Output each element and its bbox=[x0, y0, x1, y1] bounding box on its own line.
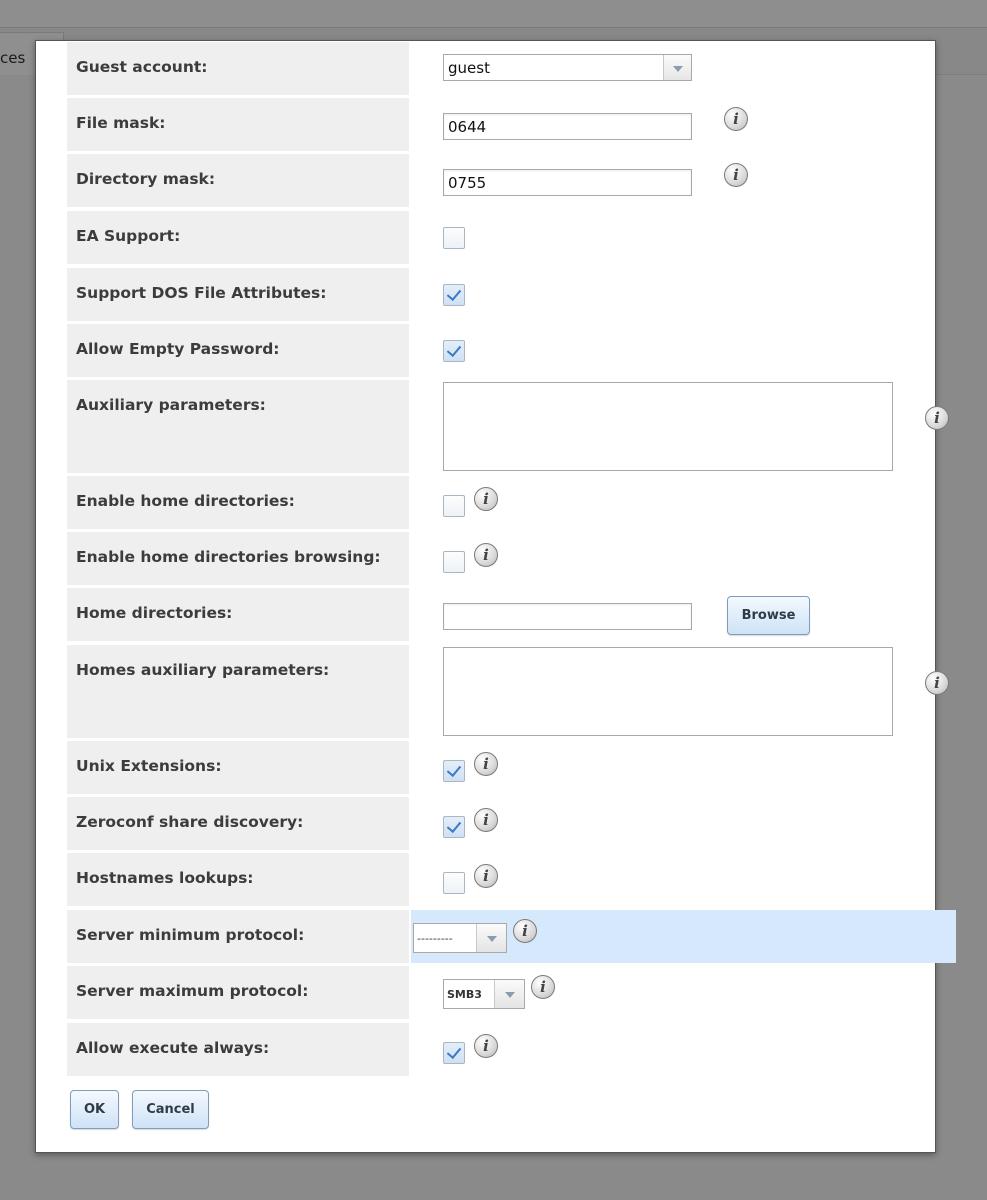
browse-button[interactable]: Browse bbox=[727, 596, 810, 635]
home-directories-value-cell bbox=[413, 588, 951, 641]
allow-empty-password-label: Allow Empty Password: bbox=[67, 324, 409, 377]
row-directory-mask bbox=[67, 154, 917, 207]
cifs-settings-dialog bbox=[35, 40, 940, 1153]
enable-home-directories-label: Enable home directories: bbox=[67, 476, 409, 529]
row-zeroconf bbox=[67, 797, 917, 850]
auxiliary-parameters-textarea[interactable] bbox=[443, 382, 893, 471]
hostnames-lookups-value-cell bbox=[413, 853, 951, 906]
guest-account-value-cell bbox=[413, 42, 951, 95]
info-icon[interactable]: i bbox=[724, 163, 748, 187]
guest-account-select[interactable] bbox=[443, 54, 692, 81]
hostnames-lookups-checkbox[interactable] bbox=[443, 872, 465, 894]
info-icon[interactable]: i bbox=[925, 406, 949, 430]
info-icon[interactable]: i bbox=[474, 864, 498, 888]
hostnames-lookups-label: Hostnames lookups: bbox=[67, 853, 409, 906]
server-max-protocol-value: SMB3 bbox=[447, 988, 482, 1001]
ea-support-label: EA Support: bbox=[67, 211, 409, 264]
unix-extensions-value-cell bbox=[413, 741, 951, 794]
server-min-protocol-select[interactable] bbox=[413, 923, 507, 953]
ok-button[interactable]: OK bbox=[70, 1090, 119, 1129]
support-dos-value-cell bbox=[413, 268, 951, 321]
directory-mask-label: Directory mask: bbox=[67, 154, 409, 207]
unix-extensions-label: Unix Extensions: bbox=[67, 741, 409, 794]
chevron-down-icon[interactable] bbox=[494, 980, 524, 1008]
row-hostnames-lookups bbox=[67, 853, 917, 906]
allow-empty-password-value-cell bbox=[413, 324, 951, 377]
background-tab-label: ces bbox=[0, 49, 26, 67]
info-icon[interactable]: i bbox=[513, 919, 537, 943]
allow-empty-password-checkbox[interactable] bbox=[443, 340, 465, 362]
row-auxiliary-parameters bbox=[67, 380, 940, 473]
info-icon[interactable]: i bbox=[724, 107, 748, 131]
allow-execute-always-value-cell bbox=[413, 1023, 951, 1076]
info-icon[interactable]: i bbox=[474, 487, 498, 511]
zeroconf-value-cell bbox=[413, 797, 951, 850]
row-guest-account bbox=[67, 42, 917, 95]
row-enable-home-browsing bbox=[67, 532, 917, 585]
server-min-protocol-value: --------- bbox=[417, 932, 453, 945]
server-max-protocol-value-cell bbox=[413, 966, 951, 1019]
ea-support-checkbox[interactable] bbox=[443, 227, 465, 249]
server-min-protocol-label: Server minimum protocol: bbox=[67, 910, 409, 963]
chevron-down-icon[interactable] bbox=[663, 55, 691, 80]
row-support-dos bbox=[67, 268, 917, 321]
ea-support-value-cell bbox=[413, 211, 951, 264]
chevron-down-icon[interactable] bbox=[476, 924, 506, 952]
home-directories-label: Home directories: bbox=[67, 588, 409, 641]
info-icon[interactable]: i bbox=[474, 543, 498, 567]
zeroconf-label: Zeroconf share discovery: bbox=[67, 797, 409, 850]
file-mask-label: File mask: bbox=[67, 98, 409, 151]
guest-account-label: Guest account: bbox=[67, 42, 409, 95]
row-homes-aux-params bbox=[67, 645, 940, 738]
background-topbar bbox=[0, 0, 987, 28]
support-dos-label: Support DOS File Attributes: bbox=[67, 268, 409, 321]
file-mask-input[interactable]: 0644 bbox=[443, 113, 692, 140]
row-ea-support bbox=[67, 211, 917, 264]
unix-extensions-checkbox[interactable] bbox=[443, 760, 465, 782]
home-directories-input[interactable] bbox=[443, 603, 692, 630]
auxiliary-parameters-value-cell bbox=[413, 380, 951, 473]
support-dos-checkbox[interactable] bbox=[443, 284, 465, 306]
enable-home-browsing-checkbox[interactable] bbox=[443, 551, 465, 573]
enable-home-browsing-value-cell bbox=[413, 532, 951, 585]
row-server-max-protocol bbox=[67, 966, 917, 1019]
row-server-min-protocol bbox=[67, 910, 917, 963]
row-home-directories bbox=[67, 588, 917, 641]
info-icon[interactable]: i bbox=[474, 808, 498, 832]
homes-aux-params-value-cell bbox=[413, 645, 951, 738]
homes-aux-params-label: Homes auxiliary parameters: bbox=[67, 645, 409, 738]
info-icon[interactable]: i bbox=[474, 1034, 498, 1058]
row-unix-extensions bbox=[67, 741, 917, 794]
allow-execute-always-label: Allow execute always: bbox=[67, 1023, 409, 1076]
server-max-protocol-select[interactable] bbox=[443, 979, 525, 1009]
file-mask-value-cell bbox=[413, 98, 951, 151]
enable-home-directories-checkbox[interactable] bbox=[443, 495, 465, 517]
row-file-mask bbox=[67, 98, 917, 151]
row-enable-home-directories bbox=[67, 476, 917, 529]
row-allow-empty-password bbox=[67, 324, 917, 377]
zeroconf-checkbox[interactable] bbox=[443, 816, 465, 838]
directory-mask-input[interactable]: 0755 bbox=[443, 169, 692, 196]
homes-aux-params-textarea[interactable] bbox=[443, 647, 893, 736]
enable-home-browsing-label: Enable home directories browsing: bbox=[67, 532, 409, 585]
info-icon[interactable]: i bbox=[474, 752, 498, 776]
cancel-button[interactable]: Cancel bbox=[132, 1090, 209, 1129]
row-allow-execute-always bbox=[67, 1023, 917, 1076]
directory-mask-value-cell bbox=[413, 154, 951, 207]
guest-account-value: guest bbox=[448, 59, 490, 77]
allow-execute-always-checkbox[interactable] bbox=[443, 1042, 465, 1064]
info-icon[interactable]: i bbox=[531, 975, 555, 999]
info-icon[interactable]: i bbox=[925, 671, 949, 695]
auxiliary-parameters-label: Auxiliary parameters: bbox=[67, 380, 409, 473]
enable-home-directories-value-cell bbox=[413, 476, 951, 529]
server-min-protocol-value-cell bbox=[411, 910, 956, 963]
server-max-protocol-label: Server maximum protocol: bbox=[67, 966, 409, 1019]
